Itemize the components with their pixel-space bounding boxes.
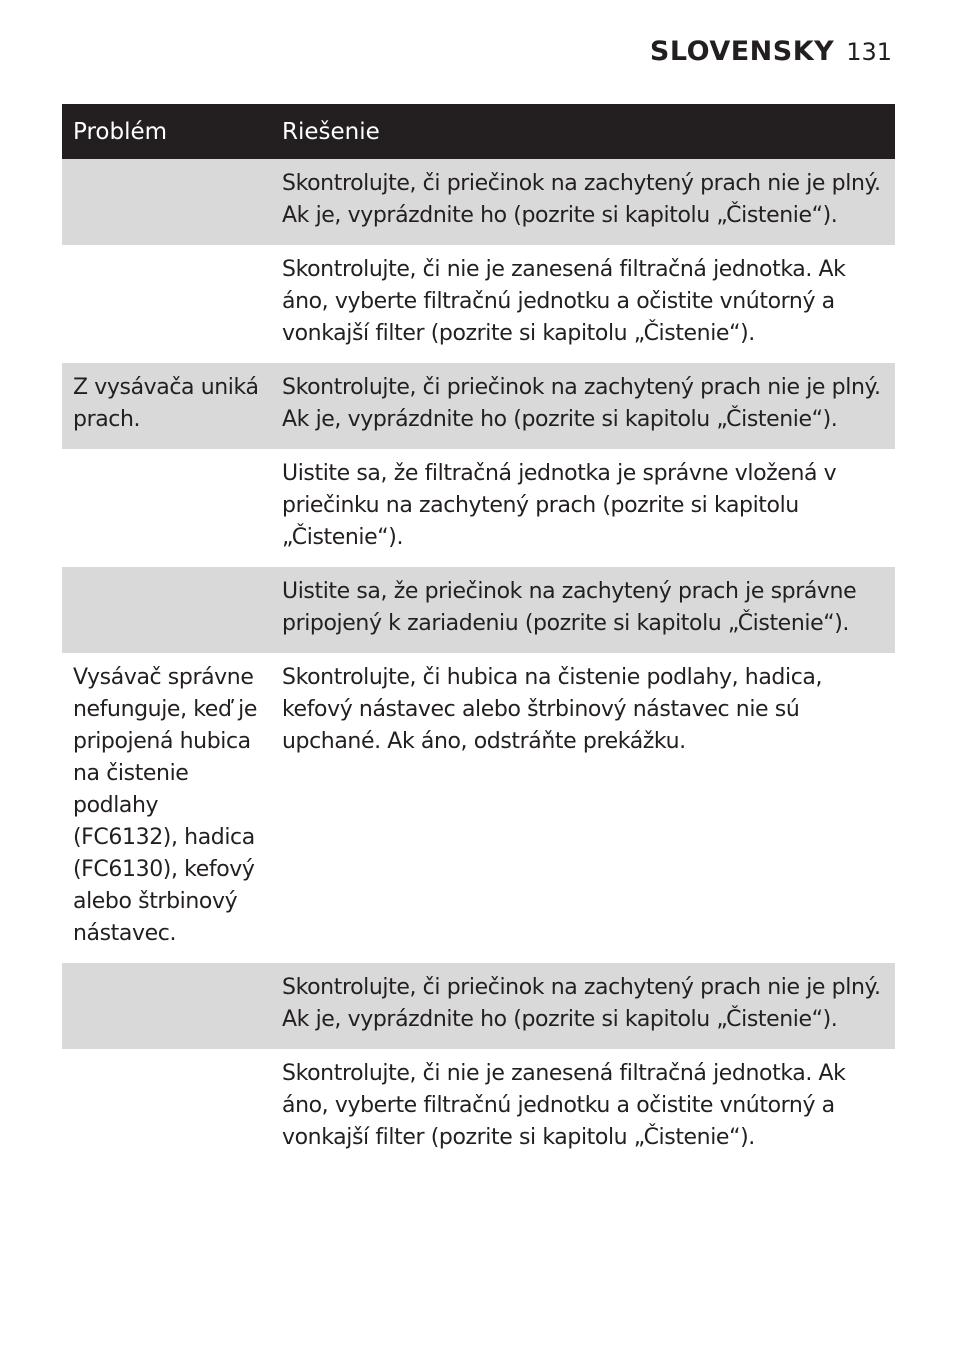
table-header-row xyxy=(62,104,895,159)
language-title: SLOVENSKY xyxy=(649,36,835,67)
table-row xyxy=(62,159,895,245)
solution-cell: Uistite sa, že filtračná jednotka je správne vložená v priečinku na zachytený prach (pozrite si kapitolu „Čistenie“). xyxy=(282,461,837,550)
solution-cell: Skontrolujte, či priečinok na zachytený prach nie je plný. Ak je, vyprázdnite ho (pozrite si kapitolu „Čistenie“). xyxy=(271,159,895,245)
problem-cell xyxy=(62,449,271,567)
problem-cell xyxy=(62,1049,271,1167)
problem-cell: Z vysávača uniká prach. xyxy=(62,363,271,449)
problem-cell xyxy=(62,159,271,245)
table-row xyxy=(62,363,895,449)
table-row xyxy=(62,567,895,653)
table-row xyxy=(62,1049,895,1167)
table-row xyxy=(62,963,895,1049)
table-row xyxy=(62,245,895,363)
solution-cell: Skontrolujte, či priečinok na zachytený prach nie je plný. Ak je, vyprázdnite ho (pozrite si kapitolu „Čistenie“). xyxy=(271,363,895,449)
table-row xyxy=(62,449,895,567)
troubleshooting-table xyxy=(62,104,895,1167)
solution-cell: Skontrolujte, či priečinok na zachytený prach nie je plný. Ak je, vyprázdnite ho (pozrite si kapitolu „Čistenie“). xyxy=(271,963,895,1049)
column-header-solution: Riešenie xyxy=(271,104,895,159)
solution-cell: Skontrolujte, či nie je zanesená filtračná jednotka. Ak áno, vyberte filtračnú jednotku a očistite vnútorný a vonkajší filter (pozrite si kapitolu „Čistenie“). xyxy=(282,1061,846,1150)
problem-cell xyxy=(62,567,271,653)
solution-cell: Skontrolujte, či nie je zanesená filtračná jednotka. Ak áno, vyberte filtračnú jednotku a očistite vnútorný a vonkajší filter (pozrite si kapitolu „Čistenie“). xyxy=(282,257,846,346)
column-header-problem: Problém xyxy=(62,104,271,159)
table-row xyxy=(62,653,895,963)
problem-cell xyxy=(62,963,271,1049)
page-number: 131 xyxy=(846,38,892,66)
problem-cell: Vysávač správne nefunguje, keď je pripojená hubica na čistenie podlahy (FC6132), hadica (FC6130), kefový alebo štrbinový nástavec. xyxy=(73,665,257,946)
page-header xyxy=(650,36,892,67)
solution-cell: Uistite sa, že priečinok na zachytený prach je správne pripojený k zariadeniu (pozrite si kapitolu „Čistenie“). xyxy=(271,567,895,653)
problem-cell xyxy=(62,245,271,363)
solution-cell: Skontrolujte, či hubica na čistenie podlahy, hadica, kefový nástavec alebo štrbinový nástavec nie sú upchané. Ak áno, odstráňte prekážku. xyxy=(282,665,823,754)
